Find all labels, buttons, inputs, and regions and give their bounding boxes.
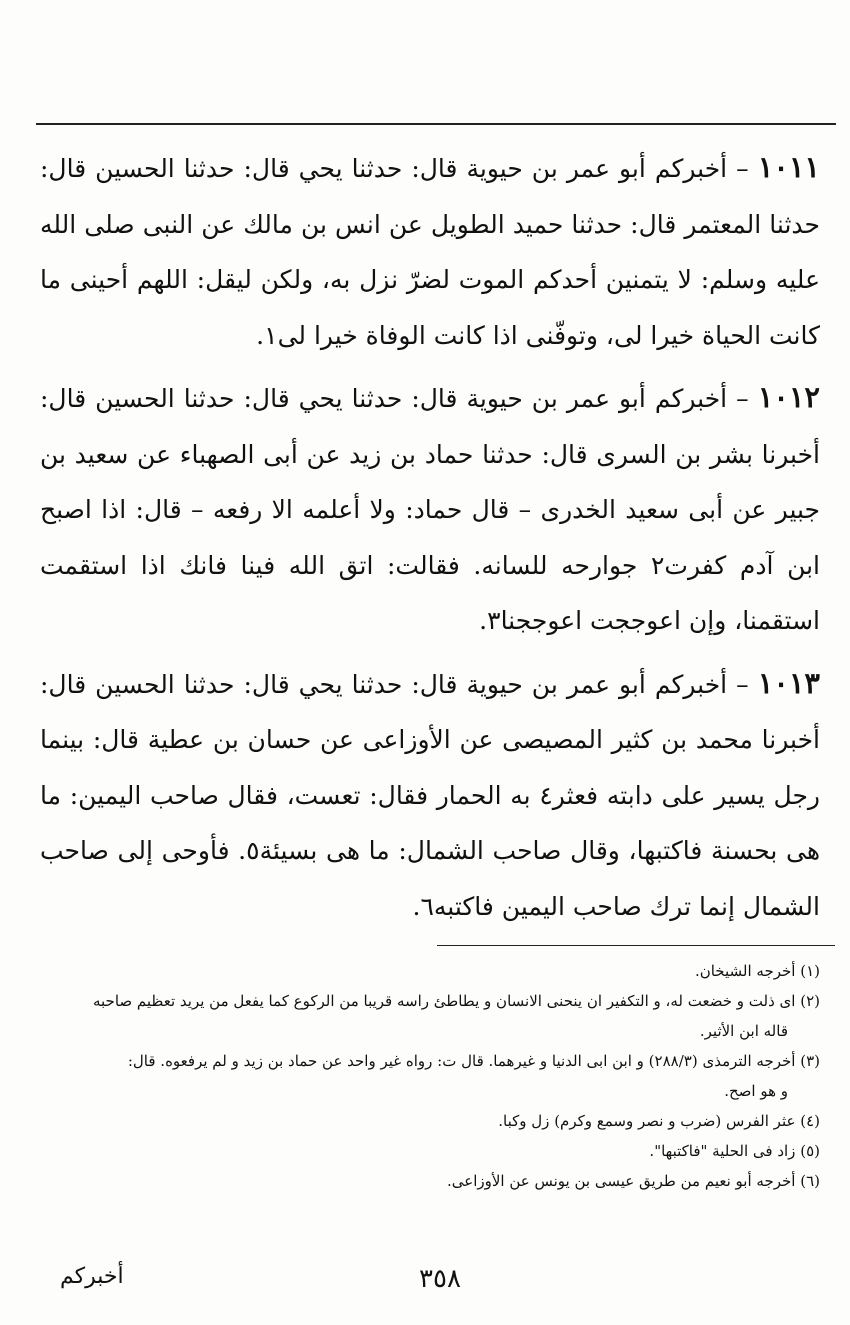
footnote-marker: (٢) [800,992,820,1010]
footnote-marker: (٤) [800,1112,820,1130]
header-rule [36,123,836,125]
footnote-text: أخرجه أبو نعيم من طريق عيسى بن يونس عن الأوزاعى. [446,1172,796,1190]
footnote-text: عثر الفرس (ضرب و نصر وسمع وكرم) زل وكبا. [498,1112,796,1130]
footnote-continuation: قاله ابن الأثير. [699,1022,788,1040]
page-number: ٣٥٨ [419,1264,461,1294]
footnote [40,956,820,986]
footnote-rule [437,945,835,946]
hadith-number: ١٠١٢ [757,380,820,414]
hadith-text: – أخبركم أبو عمر بن حيوية قال: حدثنا يحي قال: حدثنا الحسين قال: أخبرنا بشر بن السرى قال: حدثنا حماد بن زيد عن أبى الصهباء عن سعيد بن جبير عن أبى سعيد الخدرى – قال حماد: ولا أعلمه الا رفعه – قال: اذا اصبح ابن آدم كفرت٢ جوارحه للسانه. فقالت: اتق الله فينا فانك اذا استقمت استقمنا، وإن اعوججت اعوججنا٣. [40,384,821,635]
footnote-text: اى ذلت و خضعت له، و التكفير ان ينحنى الانسان و يطاطئ راسه قريبا من الركوع كما يفعل من يريد تعظيم صاحبه [92,992,796,1010]
footnote-marker: (٦) [800,1172,820,1190]
footnote [40,1166,820,1196]
hadith-text: – أخبركم أبو عمر بن حيوية قال: حدثنا يحي قال: حدثنا الحسين قال: أخبرنا محمد بن كثير المصيصى عن الأوزاعى عن حسان بن عطية قال: بينما رجل يسير على دابته فعثر٤ به الحمار فقال: تعست، فقال صاحب اليمين: ما هى بحسنة فاكتبها، وقال صاحب الشمال: ما هى بسيئة٥. فأوحى إلى صاحب الشمال إنما ترك صاحب اليمين فاكتبه٦. [40,669,821,921]
footnote [40,1136,820,1166]
footnotes [40,956,820,1196]
hadith-number: ١٠١٣ [757,665,820,700]
hadith-entry [40,370,820,649]
footnote-marker: (٣) [800,1052,820,1070]
footnote-marker: (١) [800,962,820,980]
footnote-continuation: و هو اصح. [724,1082,788,1100]
footnote [40,986,820,1046]
catchword: أخبركم [60,1264,124,1289]
hadith-number: ١٠١١ [757,150,820,184]
footnote [40,1106,820,1136]
footnote-text: أخرجه الشيخان. [694,962,796,980]
footnote-text: زاد فى الحلية "فاكتبها". [649,1142,796,1160]
footnote-marker: (٥) [800,1142,820,1160]
hadith-entry [40,656,820,935]
main-text [40,140,820,941]
hadith-text: – أخبركم أبو عمر بن حيوية قال: حدثنا يحي قال: حدثنا الحسين قال: حدثنا المعتمر قال: حدثنا حميد الطويل عن انس بن مالك عن النبى صلى الله عليه وسلم: لا يتمنين أحدكم الموت لضرّ نزل به، ولكن ليقل: اللهم أحينى ما كانت الحياة خيرا لى، وتوفّنى اذا كانت الوفاة خيرا لى١. [40,154,820,350]
hadith-entry [40,140,820,363]
footnote [40,1046,820,1106]
footnote-text: أخرجه الترمذى (٢٨٨/٣) و ابن ابى الدنيا و غيرهما. قال ت: رواه غير واحد عن حماد بن زيد و لم يرفعوه. قال: [127,1052,796,1070]
